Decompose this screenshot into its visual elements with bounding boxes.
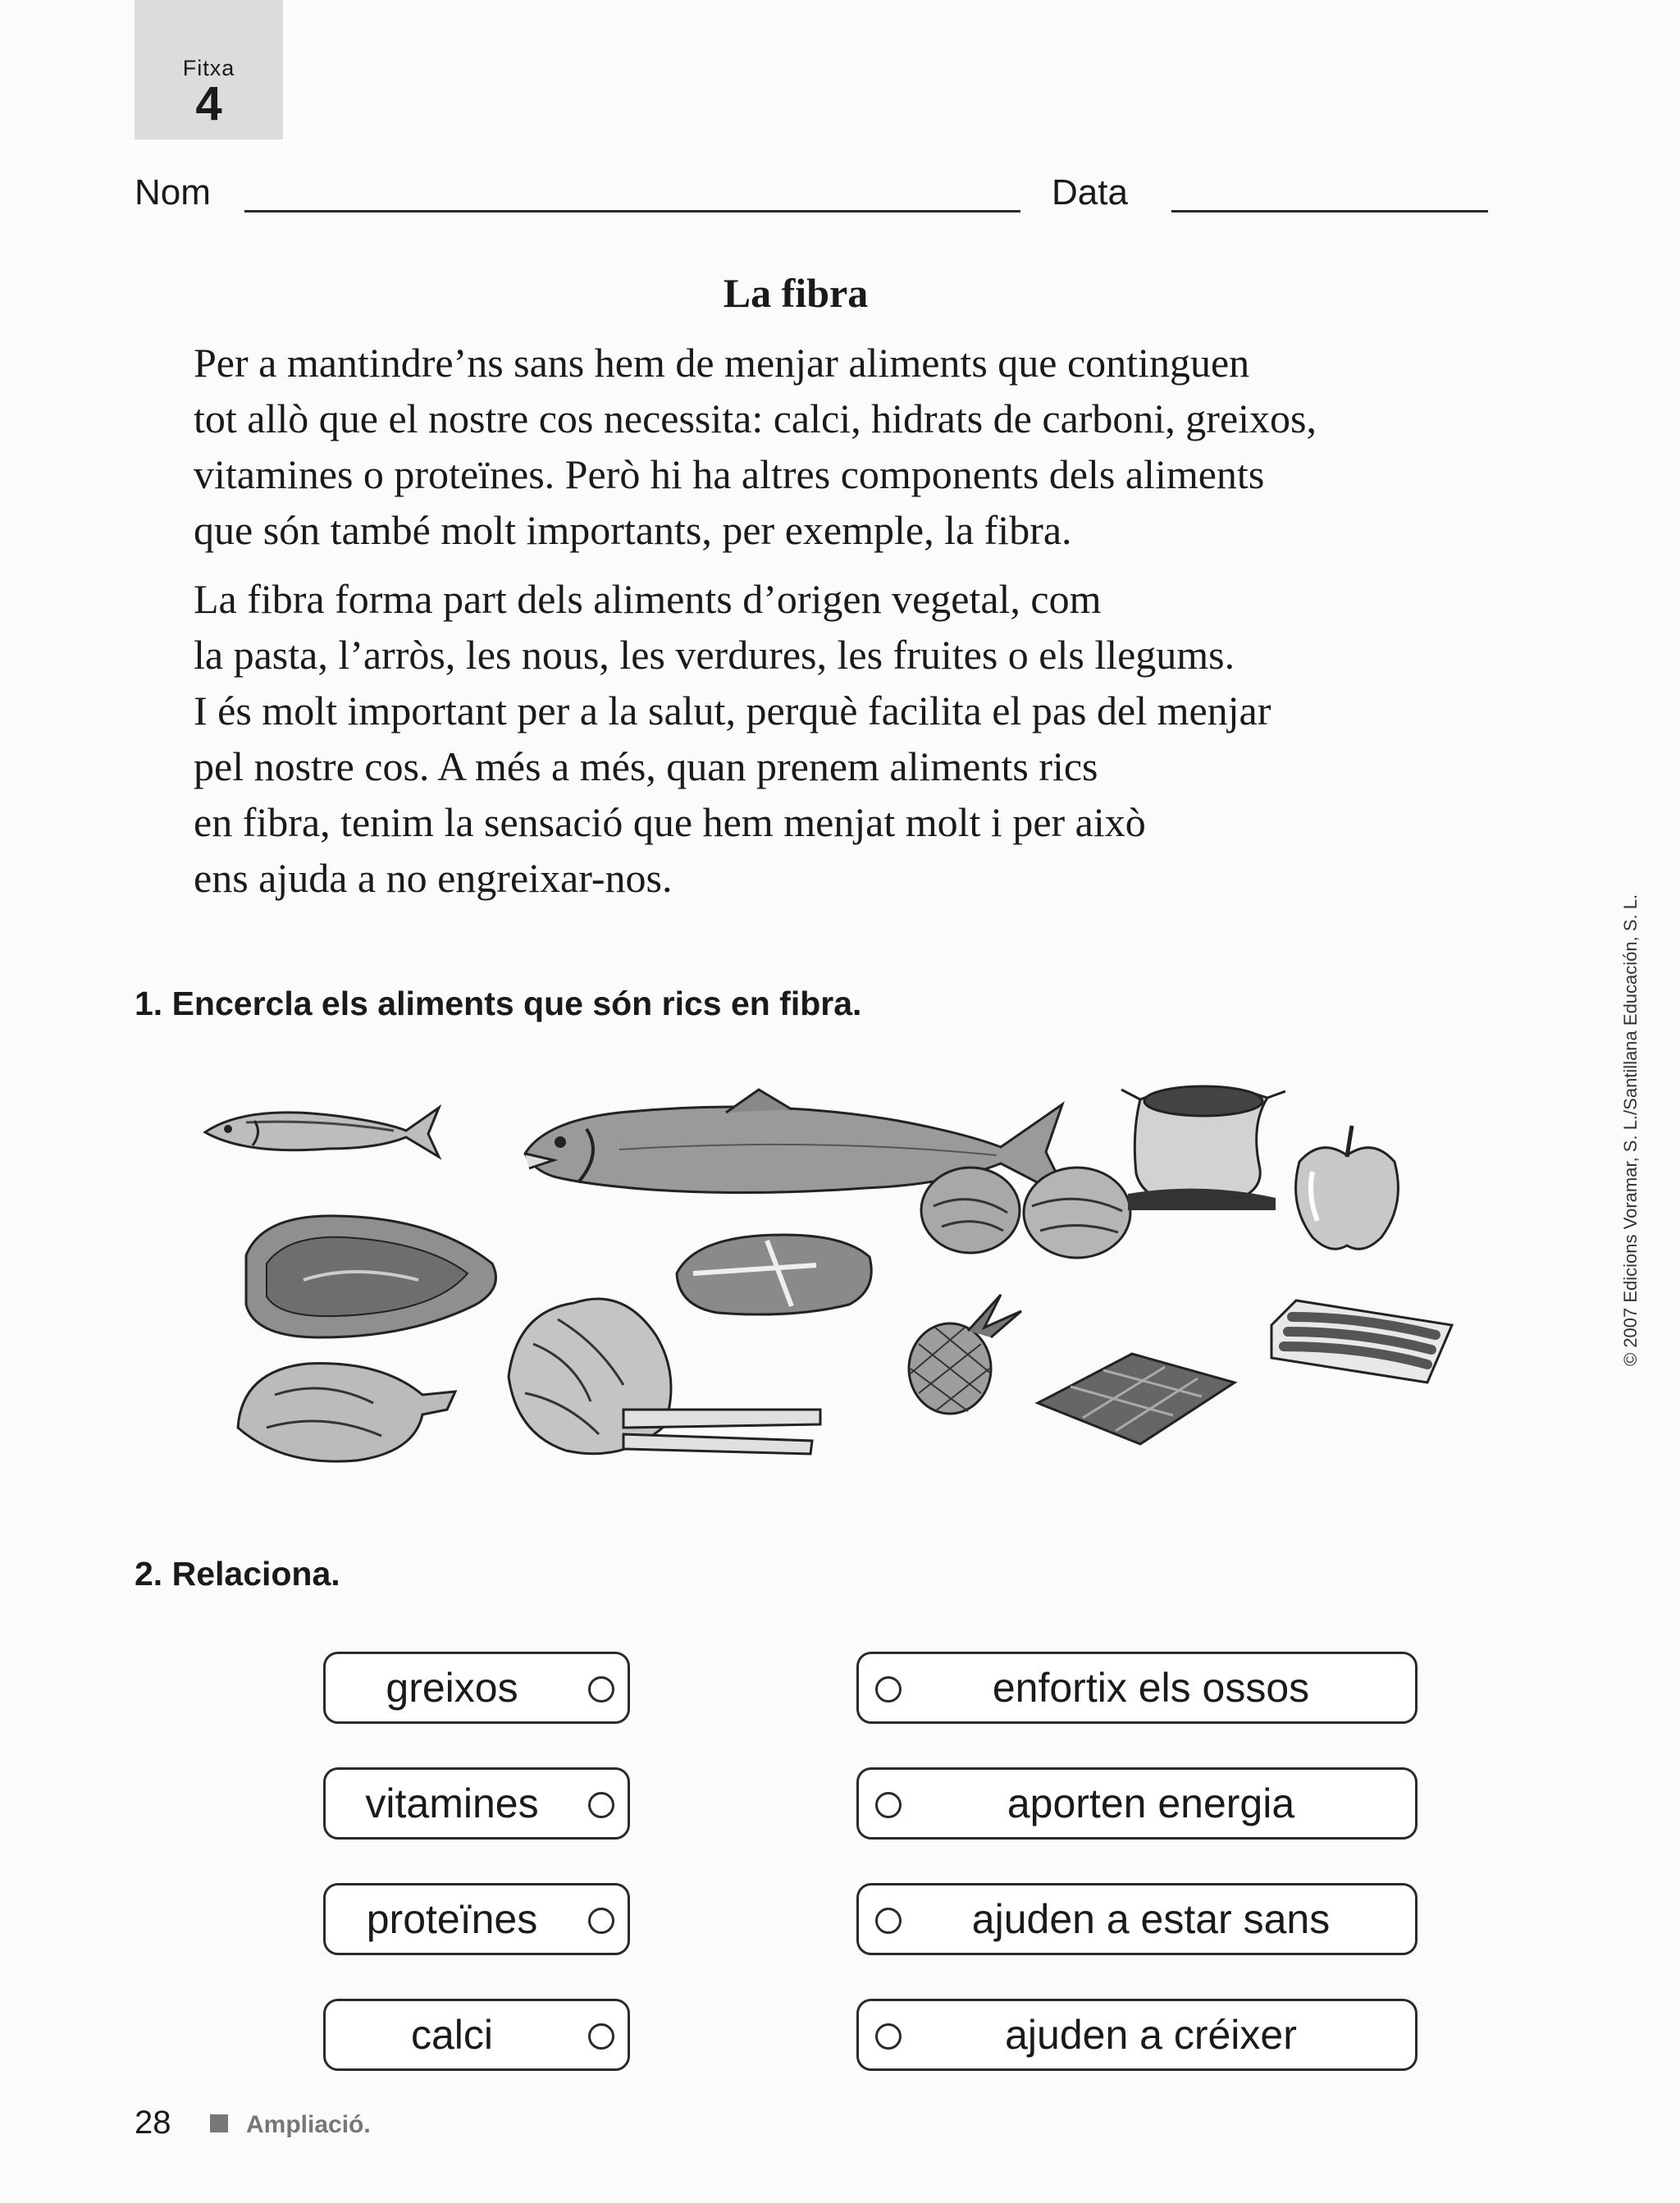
match-dot-icon[interactable] [875,1908,902,1934]
chocolate-bar-icon[interactable] [1034,1346,1239,1452]
match-dot-icon[interactable] [588,1908,614,1934]
walnuts-icon[interactable] [917,1157,1139,1264]
match-definition-label: ajuden a créixer [1005,2012,1297,2058]
small-fish-icon[interactable] [197,1098,443,1163]
match-term-greixos[interactable] [323,1652,630,1724]
name-label: Nom [135,172,211,213]
reading-paragraph: Per a mantindre’ns sans hem de menjar aliments que continguen tot allò que el nostre cos necessita: calci, hidrats de carboni, greixos, vitamines o proteïnes. Però hi ha altres components dels aliments que són també molt importants, per exemple, la fibra. [194,340,1317,553]
t-bone-steak-icon[interactable] [669,1224,882,1323]
reading-paragraph: La fibra forma part dels aliments d’origen vegetal, com la pasta, l’arròs, les nous, les verdures, les fruites o els llegums. I és molt important per a la salut, perquè facilita el pas del menjar pel nostre cos. A més a més, quan prenem aliments rics en fibra, tenim la sensació que hem menjat molt i per això ens ajuda a no engreixar-nos. [194,576,1271,901]
match-term-label: proteïnes [366,1896,538,1942]
match-definition-label: ajuden a estar sans [971,1896,1331,1942]
worksheet-number: 4 [195,77,222,130]
apple-icon[interactable] [1288,1122,1407,1258]
page-number: 28 [135,2105,171,2141]
square-bullet-icon [210,2114,228,2132]
chicken-icon[interactable] [226,1346,463,1469]
match-dot-icon[interactable] [588,2023,614,2050]
match-dot-icon[interactable] [588,1792,614,1818]
match-term-vitamines[interactable] [323,1767,630,1840]
match-term-label: calci [410,2012,494,2058]
food-illustrations [189,1075,1468,1485]
match-term-label: greixos [386,1665,518,1711]
worksheet-label: Fitxa [182,56,235,80]
date-label: Data [1052,172,1128,213]
worksheet-badge [135,0,283,139]
match-definition-3[interactable] [856,1883,1418,1955]
copyright-notice: © 2007 Edicions Voramar, S. L./Santillana Educación, S. L. [1620,894,1641,1366]
exercise-1-prompt: 1. Encercla els aliments que són rics en fibra. [135,985,862,1022]
ham-steak-icon[interactable] [230,1206,509,1346]
sausages-icon[interactable] [1263,1292,1460,1391]
match-term-label: vitamines [365,1780,539,1826]
reading-title: La fibra [723,270,869,316]
match-dot-icon[interactable] [875,2023,902,2050]
match-dot-icon[interactable] [875,1676,902,1703]
match-dot-icon[interactable] [875,1792,902,1818]
exercise-2-prompt: 2. Relaciona. [135,1555,340,1593]
reading-text [194,335,1473,919]
match-definition-label: enfortix els ossos [992,1665,1310,1711]
match-definition-4[interactable] [856,1999,1418,2071]
name-field[interactable] [244,210,1020,213]
match-definition-2[interactable] [856,1767,1418,1840]
name-date-row [135,172,1488,222]
match-term-calci[interactable] [323,1999,630,2071]
match-term-proteines[interactable] [323,1883,630,1955]
match-definition-1[interactable] [856,1652,1418,1724]
match-definition-label: aporten energia [1007,1780,1295,1826]
date-field[interactable] [1171,210,1488,213]
legume-sack-icon[interactable] [1112,1075,1292,1214]
pineapple-icon[interactable] [902,1287,1025,1418]
footer-section-label: Ampliació. [246,2111,371,2138]
match-dot-icon[interactable] [588,1676,614,1703]
